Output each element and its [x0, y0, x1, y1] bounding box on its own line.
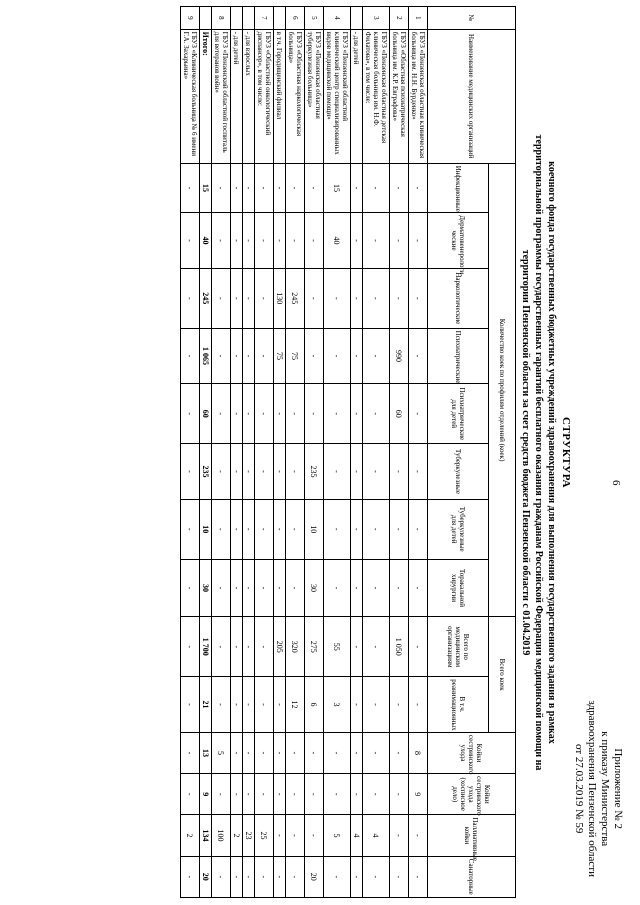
cell-num: [231, 7, 243, 30]
cell-num: 6: [286, 7, 305, 30]
cell-value: -: [286, 774, 305, 815]
cell-value: -: [390, 677, 409, 733]
cell-name: ГБУЗ «Пензенский областной госпиталь для ветеранов войн»: [212, 29, 231, 163]
cell-value: -: [243, 213, 255, 269]
cell-value: -: [351, 617, 363, 677]
cell-value: -: [255, 268, 274, 328]
cell-value: -: [409, 856, 428, 897]
cell-value: -: [390, 774, 409, 815]
cell-value: -: [324, 856, 351, 897]
cell-value: -: [324, 444, 351, 500]
cell-name: ГБУЗ «Областной онкологический диспансер», в том числе:: [255, 29, 274, 163]
cell-value: 245: [286, 268, 305, 328]
table-row: [351, 7, 363, 898]
cell-value: -: [409, 677, 428, 733]
cell-value: 275: [305, 617, 324, 677]
cell-name: ГБУЗ «Областная наркологическая больница»: [286, 29, 305, 163]
bed-fund-table: [180, 6, 516, 898]
cell-value: -: [363, 163, 390, 212]
cell-value: 100: [212, 815, 231, 856]
cell-value: -: [243, 328, 255, 384]
cell-value: 75: [274, 328, 286, 384]
cell-value: -: [243, 559, 255, 617]
cell-value: -: [363, 444, 390, 500]
cell-value: -: [255, 213, 274, 269]
cell-num: 1: [409, 7, 428, 30]
cell-value: -: [255, 499, 274, 559]
cell-value: -: [286, 213, 305, 269]
appendix-line: к приказу Министерства: [599, 731, 611, 847]
appendix-line: здравоохранения Пензенской области: [586, 700, 598, 877]
table-row: [363, 7, 390, 898]
cell-value: -: [181, 732, 200, 773]
cell-value: -: [181, 559, 200, 617]
cell-value: -: [351, 677, 363, 733]
cell-num: 5: [305, 7, 324, 30]
cell-value: -: [409, 328, 428, 384]
cell-value: -: [212, 856, 231, 897]
cell-value: 9: [200, 774, 212, 815]
cell-value: 1 050: [390, 617, 409, 677]
cell-value: 25: [255, 815, 274, 856]
cell-value: -: [286, 163, 305, 212]
cell-value: 5: [324, 815, 351, 856]
cell-value: -: [231, 444, 243, 500]
header-profile-col: Психиатрические для детей: [428, 384, 489, 444]
cell-value: -: [231, 328, 243, 384]
cell-value: -: [274, 774, 286, 815]
cell-num: [200, 7, 212, 30]
cell-value: -: [409, 815, 428, 856]
cell-value: -: [231, 677, 243, 733]
cell-value: -: [212, 559, 231, 617]
cell-value: -: [351, 213, 363, 269]
cell-name: ГБУЗ «Клиническая больница № 6 имени Г.А. Захарьина»: [181, 29, 200, 163]
cell-value: -: [181, 268, 200, 328]
cell-value: -: [351, 384, 363, 444]
cell-value: 12: [286, 677, 305, 733]
cell-value: -: [243, 499, 255, 559]
cell-value: -: [255, 732, 274, 773]
header-total-col: Всего по медицинским организациям: [428, 617, 489, 677]
cell-num: [243, 7, 255, 30]
header-profile-col: Наркологические: [428, 268, 489, 328]
cell-value: -: [363, 732, 390, 773]
cell-value: -: [231, 774, 243, 815]
cell-value: 30: [200, 559, 212, 617]
cell-value: -: [409, 384, 428, 444]
cell-value: -: [231, 559, 243, 617]
cell-value: -: [274, 213, 286, 269]
table-row: [243, 7, 255, 898]
cell-value: -: [286, 856, 305, 897]
header-profile-col: Туберкулезные для детей: [428, 499, 489, 559]
cell-num: [274, 7, 286, 30]
header-num: №: [428, 7, 516, 30]
cell-value: 55: [324, 617, 351, 677]
cell-value: -: [274, 559, 286, 617]
cell-name: в т.ч. Городищенский филиал: [274, 29, 286, 163]
cell-value: -: [243, 268, 255, 328]
cell-value: -: [390, 213, 409, 269]
cell-value: -: [255, 617, 274, 677]
cell-value: -: [324, 732, 351, 773]
cell-value: -: [212, 444, 231, 500]
cell-value: -: [351, 328, 363, 384]
cell-value: -: [231, 384, 243, 444]
cell-value: -: [181, 328, 200, 384]
cell-value: -: [255, 677, 274, 733]
cell-value: -: [286, 384, 305, 444]
header-profile-group: Количество коек по профилям отделений (коек): [489, 163, 516, 617]
cell-value: 40: [200, 213, 212, 269]
table-body: [181, 7, 428, 898]
cell-value: -: [286, 444, 305, 500]
cell-value: 60: [200, 384, 212, 444]
page-number: 6: [610, 480, 622, 486]
cell-value: 5: [212, 732, 231, 773]
table-row: [231, 7, 243, 898]
cell-num: 2: [390, 7, 409, 30]
cell-value: -: [231, 856, 243, 897]
header-profile-col: Торакальной хирургии: [428, 559, 489, 617]
cell-value: -: [409, 444, 428, 500]
cell-value: 320: [286, 617, 305, 677]
cell-value: -: [231, 213, 243, 269]
header-profile-col: Инфекционные: [428, 163, 489, 212]
appendix-block: [572, 700, 624, 877]
cell-value: 134: [200, 815, 212, 856]
cell-value: 30: [305, 559, 324, 617]
cell-value: -: [390, 499, 409, 559]
cell-value: 4: [363, 815, 390, 856]
cell-value: -: [231, 499, 243, 559]
table-row: [274, 7, 286, 898]
cell-value: -: [243, 732, 255, 773]
cell-value: 20: [200, 856, 212, 897]
cell-value: -: [305, 268, 324, 328]
cell-num: [351, 7, 363, 30]
cell-value: 13: [200, 732, 212, 773]
cell-value: 990: [390, 328, 409, 384]
cell-value: -: [363, 384, 390, 444]
header-total-group: Всего коек: [489, 617, 516, 732]
cell-value: -: [212, 268, 231, 328]
cell-value: -: [255, 856, 274, 897]
cell-num: 4: [324, 7, 351, 30]
cell-value: -: [274, 856, 286, 897]
cell-value: -: [409, 163, 428, 212]
appendix-line: от 27.03.2019 № 59: [573, 743, 585, 834]
cell-value: 20: [305, 856, 324, 897]
cell-value: -: [243, 384, 255, 444]
cell-value: -: [409, 213, 428, 269]
cell-value: -: [243, 774, 255, 815]
cell-value: -: [351, 856, 363, 897]
cell-value: -: [243, 677, 255, 733]
cell-value: 3: [324, 677, 351, 733]
cell-value: 130: [274, 268, 286, 328]
cell-value: -: [409, 559, 428, 617]
cell-value: -: [274, 815, 286, 856]
cell-value: -: [274, 444, 286, 500]
cell-value: -: [324, 774, 351, 815]
cell-value: -: [363, 856, 390, 897]
cell-value: -: [274, 677, 286, 733]
cell-value: -: [324, 559, 351, 617]
cell-num: 8: [212, 7, 231, 30]
cell-value: 10: [305, 499, 324, 559]
cell-value: -: [181, 774, 200, 815]
cell-value: -: [181, 444, 200, 500]
table-row: [286, 7, 305, 898]
cell-value: -: [363, 677, 390, 733]
cell-name: ГБУЗ «Пензенская областная туберкулезная больница»: [305, 29, 324, 163]
cell-value: -: [305, 774, 324, 815]
cell-value: -: [255, 774, 274, 815]
cell-value: -: [409, 499, 428, 559]
cell-name: Итого:: [200, 29, 212, 163]
cell-value: 235: [305, 444, 324, 500]
cell-value: -: [286, 559, 305, 617]
cell-value: -: [351, 499, 363, 559]
cell-value: 245: [200, 268, 212, 328]
header-extra-col: Санаторные: [428, 856, 516, 897]
cell-value: -: [243, 444, 255, 500]
cell-value: -: [212, 774, 231, 815]
cell-value: -: [324, 328, 351, 384]
header-profile-col: Психиатрические: [428, 328, 489, 384]
cell-value: 205: [274, 617, 286, 677]
cell-value: 1 065: [200, 328, 212, 384]
cell-value: -: [286, 732, 305, 773]
cell-value: -: [212, 213, 231, 269]
cell-value: -: [274, 384, 286, 444]
table-row: [324, 7, 351, 898]
cell-name: ГБУЗ «Областная психиатрическая больница им. К.Р. Евграфова»: [390, 29, 409, 163]
cell-value: -: [351, 444, 363, 500]
cell-num: 3: [363, 7, 390, 30]
cell-value: 9: [409, 774, 428, 815]
header-extra-col: Койки сестринского ухода (хосписное дело): [428, 774, 516, 815]
cell-name: - для детей: [231, 29, 243, 163]
cell-value: -: [305, 384, 324, 444]
table-row: [390, 7, 409, 898]
table-row: [305, 7, 324, 898]
cell-value: 15: [324, 163, 351, 212]
cell-name: ГБУЗ «Пензенская областная клиническая больница им. Н.Н. Бурденко»: [409, 29, 428, 163]
cell-value: -: [231, 163, 243, 212]
cell-value: -: [181, 163, 200, 212]
cell-value: -: [363, 268, 390, 328]
cell-value: -: [363, 774, 390, 815]
cell-value: -: [212, 384, 231, 444]
cell-name: ГБУЗ «Пензенская областная детская клиническая больница им. Н.Ф. Филатова», в том числе:: [363, 29, 390, 163]
header-extra-col: Паллиативные койки: [428, 815, 516, 856]
cell-value: -: [363, 617, 390, 677]
document-subtitle: территории Пензенской области за счет средств бюджета Пензенской области с 01.04.2019: [520, 249, 531, 656]
cell-value: 60: [390, 384, 409, 444]
table-total-row: [200, 7, 212, 898]
cell-value: -: [181, 384, 200, 444]
cell-value: 23: [243, 815, 255, 856]
cell-value: 235: [200, 444, 212, 500]
cell-value: -: [274, 163, 286, 212]
header-profile-col: Дерматовенерологи-ческие: [428, 213, 489, 269]
cell-value: -: [181, 499, 200, 559]
cell-value: -: [274, 732, 286, 773]
cell-value: 15: [200, 163, 212, 212]
table-header: [428, 7, 516, 898]
header-extra-col: Койки сестринского ухода: [428, 732, 516, 773]
cell-value: -: [351, 268, 363, 328]
cell-value: -: [351, 774, 363, 815]
cell-value: -: [409, 268, 428, 328]
appendix-line: Приложение № 2: [612, 748, 624, 829]
cell-value: -: [231, 732, 243, 773]
cell-value: 6: [305, 677, 324, 733]
cell-value: -: [274, 499, 286, 559]
cell-value: 40: [324, 213, 351, 269]
cell-value: -: [255, 384, 274, 444]
cell-value: -: [363, 559, 390, 617]
cell-value: -: [286, 499, 305, 559]
cell-value: -: [363, 499, 390, 559]
cell-value: -: [409, 617, 428, 677]
cell-value: -: [305, 732, 324, 773]
table-row: [181, 7, 200, 898]
cell-value: -: [390, 268, 409, 328]
cell-value: -: [231, 617, 243, 677]
cell-value: -: [351, 163, 363, 212]
cell-value: -: [243, 617, 255, 677]
cell-value: -: [255, 163, 274, 212]
cell-value: 1 700: [200, 617, 212, 677]
cell-value: -: [255, 328, 274, 384]
cell-value: -: [324, 268, 351, 328]
cell-value: -: [351, 559, 363, 617]
document-subtitle: территориальной программы государственных гарантий бесплатного оказания гражданам Российской Федерации медицинской помощи на: [533, 134, 544, 771]
cell-value: -: [363, 213, 390, 269]
cell-value: 2: [231, 815, 243, 856]
cell-name: - для взрослых: [243, 29, 255, 163]
document-title: СТРУКТУРА: [560, 417, 572, 488]
cell-value: -: [212, 328, 231, 384]
cell-value: -: [305, 213, 324, 269]
cell-value: -: [181, 856, 200, 897]
cell-value: -: [390, 732, 409, 773]
cell-value: -: [390, 444, 409, 500]
header-total-col: В т.ч. реанимационных: [428, 677, 489, 733]
cell-value: -: [243, 163, 255, 212]
cell-value: -: [390, 856, 409, 897]
cell-value: -: [212, 499, 231, 559]
table-row: [255, 7, 274, 898]
cell-value: 2: [181, 815, 200, 856]
table-row: [212, 7, 231, 898]
cell-value: -: [324, 384, 351, 444]
cell-value: -: [243, 856, 255, 897]
cell-value: -: [212, 617, 231, 677]
cell-value: -: [212, 677, 231, 733]
cell-value: -: [324, 499, 351, 559]
cell-value: -: [390, 163, 409, 212]
cell-num: 7: [255, 7, 274, 30]
cell-value: 10: [200, 499, 212, 559]
cell-value: 75: [286, 328, 305, 384]
cell-value: -: [181, 617, 200, 677]
cell-value: -: [305, 815, 324, 856]
cell-value: -: [255, 444, 274, 500]
cell-value: -: [181, 677, 200, 733]
header-profile-col: Туберкулезные: [428, 444, 489, 500]
cell-value: -: [305, 163, 324, 212]
cell-value: -: [181, 213, 200, 269]
cell-value: -: [212, 163, 231, 212]
cell-value: -: [351, 732, 363, 773]
cell-value: -: [363, 328, 390, 384]
cell-value: -: [255, 559, 274, 617]
header-name: Наименование медицинских организаций: [428, 29, 516, 163]
document-subtitle: коечного фонда государственных бюджетных учреждений здравоохранения для выполнения государственного задания в рамках: [546, 161, 557, 744]
cell-value: -: [390, 559, 409, 617]
cell-num: 9: [181, 7, 200, 30]
cell-value: 4: [351, 815, 363, 856]
cell-value: -: [231, 268, 243, 328]
cell-value: -: [390, 815, 409, 856]
cell-name: - для детей: [351, 29, 363, 163]
cell-value: -: [286, 815, 305, 856]
cell-value: 21: [200, 677, 212, 733]
cell-value: 8: [409, 732, 428, 773]
cell-value: -: [305, 328, 324, 384]
table-row: [409, 7, 428, 898]
cell-name: ГБУЗ «Пензенский областной клинический центр специализированных видов медицинской помощи»: [324, 29, 351, 163]
